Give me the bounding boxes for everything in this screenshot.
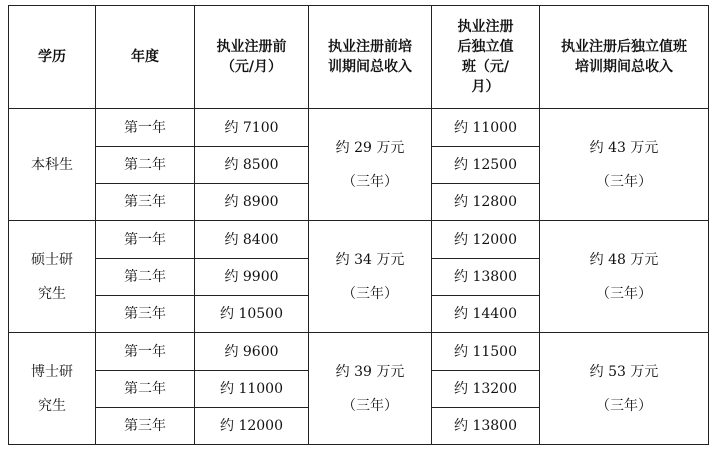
post-monthly-cell: 约 14400 [432, 296, 540, 333]
header-education: 学历 [9, 6, 96, 109]
year-cell: 第二年 [96, 371, 195, 408]
table-row [9, 109, 709, 147]
post-total-cell: 约 48 万元 （三年） [540, 221, 709, 333]
post-monthly-cell: 约 12800 [432, 184, 540, 221]
pre-monthly-cell: 约 9900 [195, 259, 309, 296]
pre-monthly-cell: 约 8400 [195, 221, 309, 259]
post-monthly-cell: 约 11000 [432, 109, 540, 147]
post-monthly-cell: 约 13200 [432, 371, 540, 408]
year-cell: 第三年 [96, 408, 195, 445]
header-post-total: 执业注册后独立值班 培训期间总收入 [540, 6, 709, 109]
table-row [9, 221, 709, 259]
education-cell: 硕士研 究生 [9, 221, 96, 333]
year-cell: 第一年 [96, 109, 195, 147]
post-total-cell: 约 43 万元 （三年） [540, 109, 709, 221]
pre-monthly-cell: 约 8900 [195, 184, 309, 221]
pre-monthly-cell: 约 9600 [195, 333, 309, 371]
header-row [9, 6, 709, 109]
year-cell: 第三年 [96, 296, 195, 333]
pre-total-cell: 约 39 万元 （三年） [309, 333, 432, 445]
header-year: 年度 [96, 6, 195, 109]
pre-monthly-cell: 约 10500 [195, 296, 309, 333]
header-post-monthly: 执业注册 后独立值 班（元/ 月） [432, 6, 540, 109]
post-monthly-cell: 约 13800 [432, 259, 540, 296]
salary-table [8, 5, 709, 445]
table-row [9, 333, 709, 371]
post-monthly-cell: 约 12000 [432, 221, 540, 259]
pre-total-cell: 约 29 万元 （三年） [309, 109, 432, 221]
pre-monthly-cell: 约 8500 [195, 147, 309, 184]
post-monthly-cell: 约 12500 [432, 147, 540, 184]
pre-monthly-cell: 约 7100 [195, 109, 309, 147]
pre-monthly-cell: 约 11000 [195, 371, 309, 408]
education-cell: 本科生 [9, 109, 96, 221]
pre-monthly-cell: 约 12000 [195, 408, 309, 445]
pre-total-cell: 约 34 万元 （三年） [309, 221, 432, 333]
post-monthly-cell: 约 13800 [432, 408, 540, 445]
post-total-cell: 约 53 万元 （三年） [540, 333, 709, 445]
year-cell: 第一年 [96, 333, 195, 371]
year-cell: 第二年 [96, 147, 195, 184]
year-cell: 第二年 [96, 259, 195, 296]
header-pre-total: 执业注册前培 训期间总收入 [309, 6, 432, 109]
year-cell: 第一年 [96, 221, 195, 259]
education-cell: 博士研 究生 [9, 333, 96, 445]
post-monthly-cell: 约 11500 [432, 333, 540, 371]
year-cell: 第三年 [96, 184, 195, 221]
header-pre-monthly: 执业注册前 （元/月） [195, 6, 309, 109]
